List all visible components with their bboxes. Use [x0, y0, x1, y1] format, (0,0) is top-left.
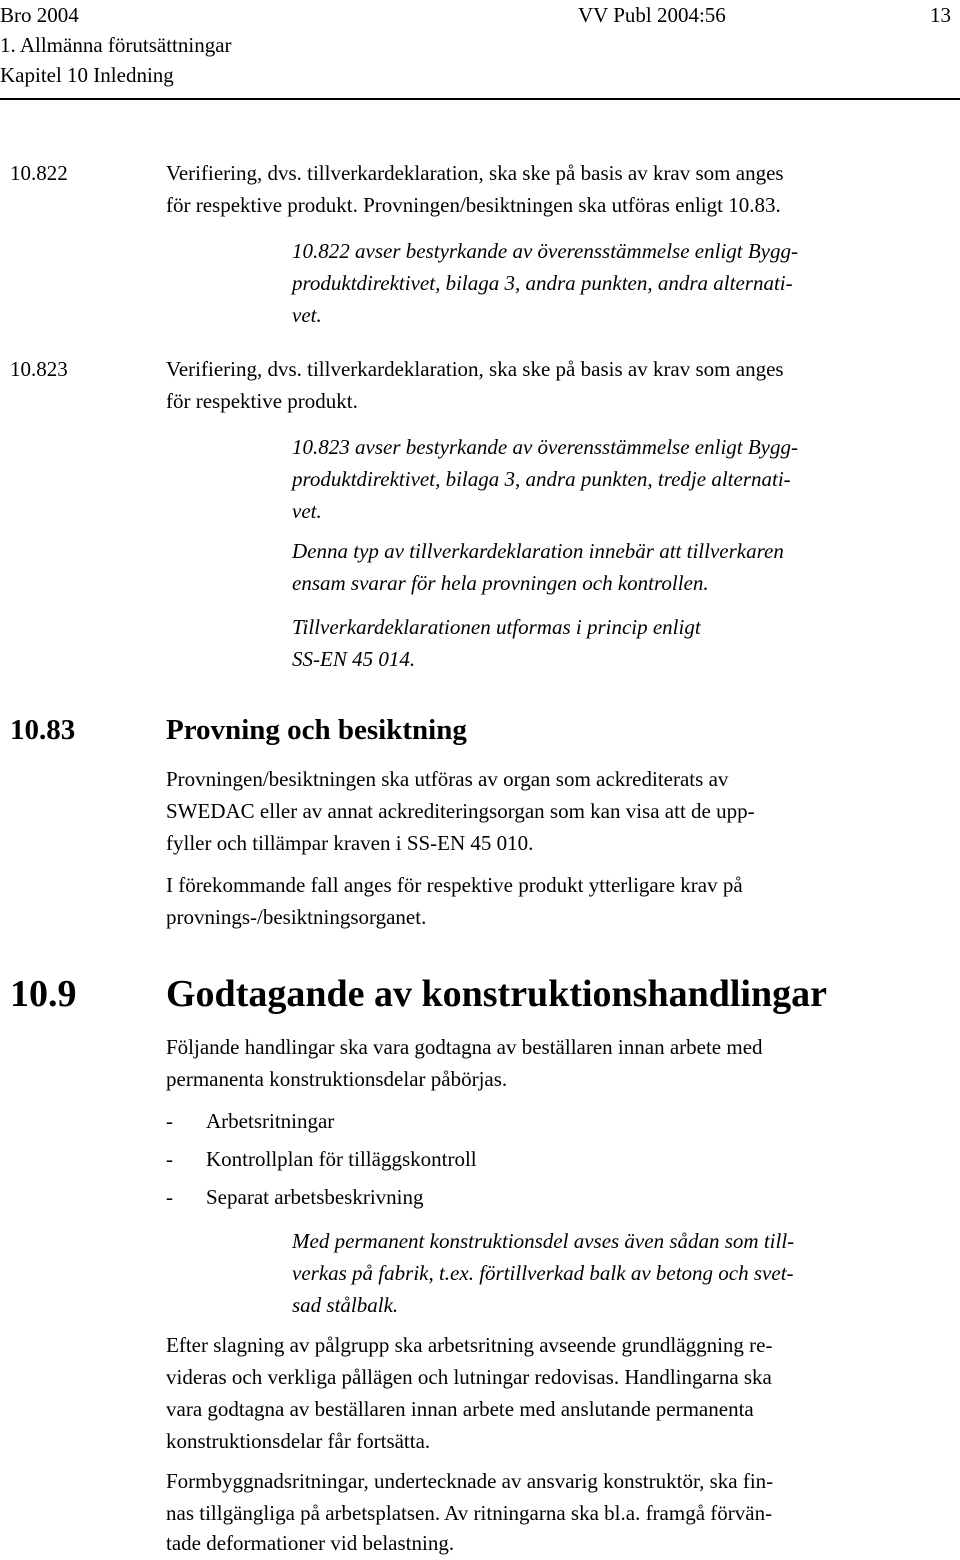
comment-line: 10.822 avser bestyrkande av överensstämmelse enligt Bygg- [292, 239, 798, 263]
header-publication: Bro 2004 [0, 3, 79, 27]
paragraph-line: konstruktionsdelar får fortsätta. [166, 1429, 431, 1453]
clause-text-line: Verifiering, dvs. tillverkardeklaration, ska ske på basis av krav som anges [166, 161, 784, 185]
list-item-text: Kontrollplan för tilläggskontroll [206, 1147, 477, 1171]
header-page-number: 13 [930, 3, 951, 27]
clause-number: 10.823 [10, 357, 68, 381]
header-publication-number: VV Publ 2004:56 [578, 3, 726, 27]
clause-text-line: för respektive produkt. Provningen/besiktningen ska utföras enligt 10.83. [166, 193, 781, 217]
paragraph-line: fyller och tillämpar kraven i SS-EN 45 010. [166, 831, 534, 855]
header-rule [0, 98, 960, 100]
section-number: 10.83 [10, 714, 76, 746]
list-item-text: Arbetsritningar [206, 1109, 335, 1133]
section-title: Godtagande av konstruktionshandlingar [166, 973, 827, 1015]
paragraph-line: I förekommande fall anges för respektive produkt ytterligare krav på [166, 873, 743, 897]
clause-text-line: för respektive produkt. [166, 389, 358, 413]
list-item-text: Separat arbetsbeskrivning [206, 1185, 424, 1209]
comment-line: vet. [292, 303, 322, 327]
paragraph-line: Efter slagning av pålgrupp ska arbetsritning avseende grundläggning re- [166, 1333, 773, 1357]
section-title: Provning och besiktning [166, 714, 467, 746]
comment-line: sad stålbalk. [292, 1293, 399, 1317]
comment-line: SS-EN 45 014. [292, 647, 416, 671]
comment-line: verkas på fabrik, t.ex. förtillverkad balk av betong och svet- [292, 1261, 794, 1285]
comment-line: Med permanent konstruktionsdel avses även sådan som till- [292, 1229, 795, 1253]
paragraph-line: Provningen/besiktningen ska utföras av organ som ackrediterats av [166, 767, 729, 791]
comment-line: produktdirektivet, bilaga 3, andra punkten, tredje alternati- [292, 467, 791, 491]
paragraph-line: provnings-/besiktningsorganet. [166, 905, 427, 929]
paragraph-line: Formbyggnadsritningar, undertecknade av ansvarig konstruktör, ska fin- [166, 1469, 774, 1493]
paragraph-line: nas tillgängliga på arbetsplatsen. Av ritningarna ska bl.a. framgå förvän- [166, 1501, 773, 1525]
paragraph-line: SWEDAC eller av annat ackrediteringsorgan som kan visa att de upp- [166, 799, 755, 823]
paragraph-line: tade deformationer vid belastning. [166, 1531, 455, 1555]
paragraph-line: Följande handlingar ska vara godtagna av beställaren innan arbete med [166, 1035, 763, 1059]
comment-line: produktdirektivet, bilaga 3, andra punkten, andra alternati- [292, 271, 793, 295]
comment-line: ensam svarar för hela provningen och kontrollen. [292, 571, 709, 595]
comment-line: Tillverkardeklarationen utformas i princip enligt [292, 615, 701, 639]
paragraph-line: permanenta konstruktionsdelar påbörjas. [166, 1067, 508, 1091]
paragraph-line: videras och verkliga pållägen och lutningar redovisas. Handlingarna ska [166, 1365, 772, 1389]
header-chapter: Kapitel 10 Inledning [0, 63, 174, 87]
list-dash: - [166, 1185, 173, 1209]
comment-line: 10.823 avser bestyrkande av överensstämmelse enligt Bygg- [292, 435, 798, 459]
comment-line: Denna typ av tillverkardeklaration innebär att tillverkaren [292, 539, 784, 563]
header-part: 1. Allmänna förutsättningar [0, 33, 232, 57]
list-dash: - [166, 1147, 173, 1171]
clause-number: 10.822 [10, 161, 68, 185]
comment-line: vet. [292, 499, 322, 523]
clause-text-line: Verifiering, dvs. tillverkardeklaration, ska ske på basis av krav som anges [166, 357, 784, 381]
list-dash: - [166, 1109, 173, 1133]
section-number: 10.9 [10, 973, 77, 1015]
paragraph-line: vara godtagna av beställaren innan arbete med anslutande permanenta [166, 1397, 754, 1421]
